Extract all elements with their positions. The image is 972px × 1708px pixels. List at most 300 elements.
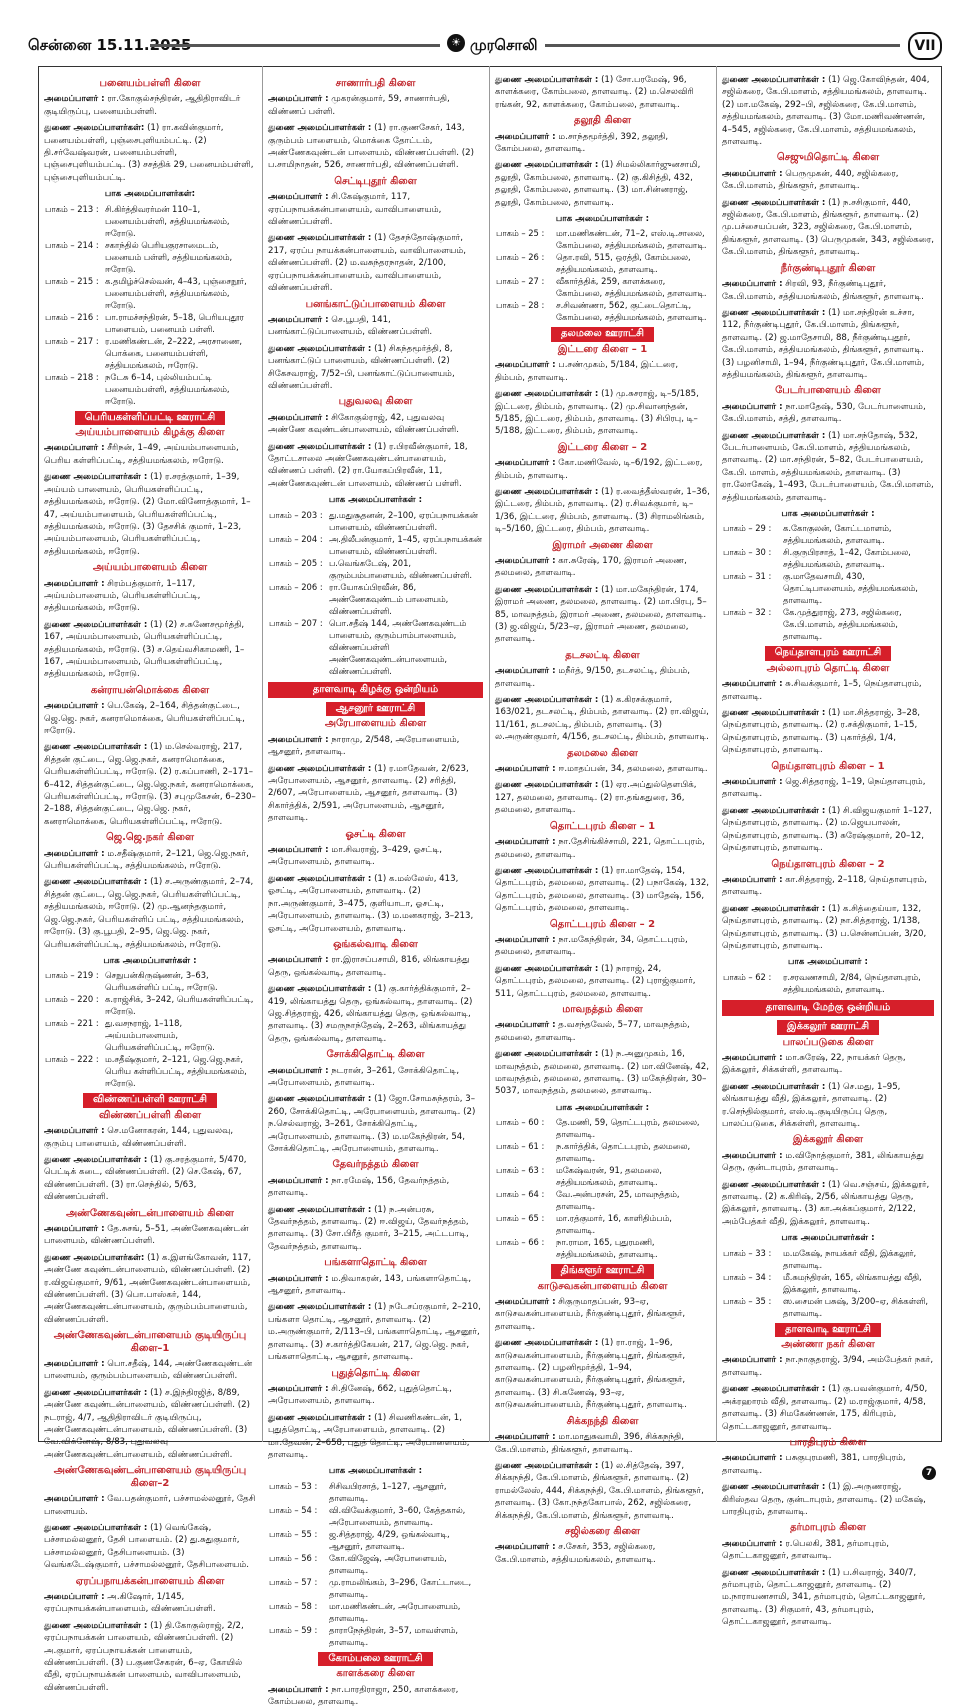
section-heading: சோக்கிதொட்டி கிளை xyxy=(326,1049,425,1061)
entry-text: தே.சுசங், 5–51, அண்ணேகவுண்டன் பாளையம், விண்ணப்பள்ளி. xyxy=(44,1223,249,1247)
entry-paragraph xyxy=(44,700,256,737)
entry-text: (1) மா.சந்தோஷ், 532, பேடர்பாளையம், கே.பி.மாளம், சத்தியமங்கலம், தாளவாடி. (2) மா.சந்திரன், 5–82, பேடர்பாளையம், கே.பி. மாளம், சத்தியமங்கலம், தாளவாடி. (3) ரா.லோகேஷ், 1–493, பேடர்பாளையம், கே.பி.மாளம், சத்தியமங்கலம், தாளவாடி. xyxy=(722,430,934,503)
section-heading: கன்ராயன்மொக்கை கிளை xyxy=(90,684,210,696)
entry-paragraph xyxy=(495,555,710,580)
union-banner: தாளவாடி மேற்கு ஒன்றியம் xyxy=(722,1000,934,1016)
booth-row xyxy=(268,617,483,677)
entry-role: அமைப்பாளர் : xyxy=(268,1175,329,1186)
entry-text: (1) ர.சரத்குமார், 1–39, அய்யம் பாளையம், பெரியகள்ளிப்பட்டி, சத்தியமங்கலம், ஈரோடு. (2) மோ.வினோத்குமார், 1–47, அய்யம்பாளையம், பெரியகள்ளிப்பட்டி, சத்தியமங்கலம், ஈரோடு. (3) தேசசிக் குமார், 1–23, அய்யம்பாளையம், பெரியகள்ளிப்பட்டி, சத்தியமங்கலம், ஈரோடு. xyxy=(44,472,251,557)
subsection-label: பாக அமைப்பாளர்கள் : xyxy=(328,495,423,506)
booth-row xyxy=(722,522,934,546)
entry-role: அமைப்பாளர் : xyxy=(44,1591,105,1602)
booth-row xyxy=(44,239,256,275)
entry-text: மா.சிவராஜ், 3–429, ஓசட்டி, அரேபாளையம், தாளவாடி. xyxy=(268,845,442,868)
section-heading: தேவர்நத்தம் கிளை xyxy=(332,1159,419,1171)
entry-text: மநீர்த், 9/150, தடசலட்டி, திம்பம், தாளவாடி. xyxy=(495,666,690,689)
entry-role: அமைப்பாளர் : xyxy=(722,401,783,412)
booth-number: பாகம் – 203 : xyxy=(269,509,323,520)
entry-text: ம.சாந்தமூர்த்தி, 392, தலூதி, கோம்பலை, தாளவாடி. xyxy=(495,131,669,155)
booth-agent: சகாந்தில் பெரியகுரசாமைடம், பனையம் பள்ளி, சத்தியமங்கலம், ஈரோடு. xyxy=(105,239,233,274)
entry-paragraph xyxy=(495,836,710,861)
entry-paragraph xyxy=(44,619,256,681)
booth-row xyxy=(268,1480,483,1504)
entry-role: அமைப்பாளர் : xyxy=(44,1494,105,1505)
booth-number: பாகம் – 32 : xyxy=(723,607,772,618)
entry-text: ப.சண்முகம், 5/184, இட்டரை, திம்பம், தாளவாடி. xyxy=(495,360,679,383)
booth-number: பாகம் – 33 : xyxy=(723,1247,772,1258)
entry-role: துணை அமைப்பாளர்கள் : xyxy=(268,1204,372,1215)
entry-role: துணை அமைப்பாளர்கள் : xyxy=(495,865,599,876)
booth-agent: அ.திலீபன்குமார், 1–45, ஏரப்பநாயக்கன் பாளையம், விண்ணப்பள்ளி. xyxy=(329,533,482,556)
booth-row xyxy=(268,557,483,581)
entry-text: கோ.மணிவேல், டி–6/192, இட்டரை, திம்பம், தாளவாடி. xyxy=(495,458,703,481)
entry-paragraph xyxy=(268,763,483,825)
entry-paragraph xyxy=(722,1052,934,1077)
entry-text: நா.ரமேஷ், 156, தேவர்நத்தம், தாளவாடி. xyxy=(268,1175,450,1199)
entry-role: அமைப்பாளர் : xyxy=(722,777,783,788)
entry-role: துணை அமைப்பாளர்கள் : xyxy=(44,1620,148,1631)
entry-role: துணை அமைப்பாளர்கள் : xyxy=(268,1412,372,1423)
subsection-label: பாக அமைப்பாளர்கள் : xyxy=(328,1466,423,1477)
entry-paragraph xyxy=(44,1125,256,1150)
entry-paragraph xyxy=(268,1175,483,1200)
masthead xyxy=(0,0,972,60)
entry-text: (1) (2) ச.சுணேசமூர்த்தி, 167, அய்யம்பாளையம், பெரியகள்ளிப்பட்டி, சத்தியமங்கலம், ஈரோடு. (3) ச.தெய்வசிகாமணி, 1–167, அய்யம்பாளையம், பெரியகள்ளிப்பட்டி, சத்தியமங்கலம், ஈரோடு. xyxy=(44,619,245,680)
entry-paragraph xyxy=(495,865,710,915)
entry-text: பொ.சதீஷ், 144, அண்ணேகவுண்டன் பாளையம், குரும்பம்பாளையம், விண்ணப்பள்ளி. xyxy=(44,1359,253,1382)
entry-role: அமைப்பாளர் : xyxy=(495,934,556,945)
booth-agent: ம.மகேஷ், நாயக்கர் வீதி, இக்கலூர், தாளவாடி. xyxy=(783,1247,917,1270)
panchayat-tag: விண்ணப்பள்ளி ஊராட்சி xyxy=(83,1093,217,1107)
entry-text: சு.சிவக்குமார், 1–5, நெய்தாளபுரம், தாளவாடி. xyxy=(722,679,922,702)
booth-agent: க.தமிழ்ச்செல்வன், 4–43, புஞ்சைநூர், பனையம்பள்ளி, சத்தியமங்கலம், ஈரோடு. xyxy=(105,275,247,310)
panchayat-tag: திங்களூர் ஊராட்சி xyxy=(551,1264,655,1278)
entry-paragraph xyxy=(722,168,934,193)
entry-role: துணை அமைப்பாளர்கள் : xyxy=(495,695,599,706)
entry-text: (1) சோ.பரமேஷ், 96, காளக்கரை, கோம்பலை, தாளவாடி. (2) ம.செலவிரி ரங்கன், 92, காளக்கரை, கோம்பலை, தாளவாடி. xyxy=(495,75,694,110)
entry-text: (1) நடேசப்ரகுமார், 2–210, பங்களா தொட்டி, ஆசனூர், தாளவாடி. (2) ம.அருண்குமார், 2/113–பி, பங்களாதொட்டி, ஆசனூர், தாளவாடி. (3) ச.கார்த்திகேயன், 217, ஜெ.ஜெ. நகர், பங்களாதொட்டி, ஆசனூர், தாளவாடி. xyxy=(268,1302,481,1363)
entry-paragraph xyxy=(44,1620,256,1694)
entry-paragraph xyxy=(722,776,934,801)
booth-agent: க.கோகுலன், கோட்டமாளம், சத்தியமங்கலம், தாளவாடி. xyxy=(783,523,892,546)
entry-paragraph xyxy=(268,232,483,294)
booth-row xyxy=(495,299,710,323)
entry-paragraph xyxy=(495,665,710,690)
entry-text: (1) ந.அன்பரசு, தேவர்நத்தம், தாளவாடி. (2) ஈ.விஜய், தேவர்நத்தம், தாளவாடி. (3) சோ.பிரீத் குமார், 3–215, அட்டபாடி, தேவர்நத்தம், தாளவாடி. xyxy=(268,1204,469,1252)
booth-number: பாகம் – 214 : xyxy=(45,239,99,250)
booth-row xyxy=(722,1271,934,1295)
entry-paragraph xyxy=(268,873,483,935)
entry-role: துணை அமைப்பாளர்கள் : xyxy=(722,708,826,719)
entry-paragraph xyxy=(722,1452,934,1477)
entry-text: ச.சேகர், 353, சஜில்கரை, கே.பி.மாளம், சத்தியமங்கலம், தாளவாடி. xyxy=(495,1542,656,1565)
booth-row xyxy=(722,570,934,606)
booth-row xyxy=(722,546,934,570)
section-heading: பாலப்படுகை கிளை xyxy=(782,1036,874,1048)
entry-paragraph xyxy=(44,1223,256,1248)
entry-text: செ.பூபதி, 141, பனங்காட்டுப்பாளையம், விண்ணப்பள்ளி. xyxy=(268,314,433,338)
entry-paragraph xyxy=(44,93,256,118)
entry-role: அமைப்பாளர் : xyxy=(268,1273,329,1284)
entry-role: அமைப்பாளர் : xyxy=(495,837,556,848)
entry-text: (1) சிமல்லிகார்ஜுனசாமி, தலூதி, கோம்பலை, தாளவாடி. (2) கு.கிசித்தி, 432, தலூதி, கோம்பலை, தாளவாடி. (3) மா.சின்னராஜ், தலூதி, கோம்பலை, தாளவாடி. xyxy=(495,160,701,208)
booth-number: பாகம் – 30 : xyxy=(723,547,772,558)
booth-row xyxy=(268,1600,483,1624)
section-heading: ஒங்கல்வாடி கிளை xyxy=(333,938,418,950)
entry-role: அமைப்பாளர் : xyxy=(44,94,105,105)
section-heading: சாணார்பதி கிளை xyxy=(335,78,416,89)
page-number-badge: VII xyxy=(908,32,942,60)
entry-paragraph xyxy=(495,388,710,438)
entry-role: அமைப்பாளர் : xyxy=(44,578,105,589)
booth-number: பாகம் – 31 : xyxy=(723,571,772,582)
booth-number: பாகம் – 62 : xyxy=(723,971,772,982)
booth-agent: ர.மணிகண்டன், 2–222, அரசாணை, பொக்கை, பனையம்பள்ளி, சத்தியமங்கலம், ஈரோடு. xyxy=(105,335,243,370)
entry-role: துணை அமைப்பாளர்கள் : xyxy=(268,873,372,884)
booth-list xyxy=(722,1247,934,1319)
entry-paragraph xyxy=(722,1081,934,1131)
subsection-label: பாக அமைப்பாளர் : xyxy=(788,957,868,968)
booth-agent: பா.ராமச்சந்திரன், 5–18, பெரியபுதூர பாளையம், பனையம் பள்ளி. xyxy=(105,311,244,334)
booth-number: பாகம் – 215 : xyxy=(45,275,99,286)
booth-row xyxy=(495,227,710,251)
entry-text: வே.பதன்குமார், பச்சாமல்லனூர், தேசி பாளையம். xyxy=(44,1494,256,1517)
booth-number: பாகம் – 61 : xyxy=(496,1141,545,1152)
entry-paragraph xyxy=(722,678,934,703)
entry-role: துணை அமைப்பாளர்கள் : xyxy=(44,877,148,888)
section-heading: காளக்கரை கிளை xyxy=(336,1668,415,1680)
booth-agent: து.மதுசூதனன், 2–100, ஏரப்பநாயக்கன் பாளையம், விண்ணப்பள்ளி. xyxy=(329,509,478,532)
booth-row xyxy=(722,971,934,995)
booth-row xyxy=(44,203,256,239)
entry-role: அமைப்பாளர் : xyxy=(495,1297,556,1308)
entry-role: அமைப்பாளர் : xyxy=(495,1432,556,1443)
entry-role: துணை அமைப்பாளர்கள் : xyxy=(44,742,148,753)
entry-paragraph xyxy=(44,578,256,615)
entry-paragraph xyxy=(268,844,483,869)
entry-paragraph xyxy=(268,983,483,1045)
entry-paragraph xyxy=(268,1093,483,1155)
booth-agent: மகேஷ்வரன், 91, தலமலை, சத்தியமங்கலம், தாளவாடி. xyxy=(556,1165,662,1188)
section-heading: தலூதி கிளை xyxy=(573,115,632,127)
booth-row xyxy=(495,1116,710,1140)
entry-role: அமைப்பாளர் : xyxy=(44,701,105,712)
entry-role: துணை அமைப்பாளர்கள் : xyxy=(722,1081,826,1092)
entry-text: ம.சதீஷ்குமார், 2–121, ஜெ.ஜெ.நகர், பெரியகள்ளிப்பட்டி, சத்தியமங்கலம், ஈரோடு. xyxy=(44,848,249,872)
entry-role: துணை அமைப்பாளர்கள் : xyxy=(722,197,826,208)
panchayat-tag: தாளவாடி ஊராட்சி xyxy=(775,1323,881,1337)
booth-number: பாகம் – 59 : xyxy=(269,1624,318,1635)
entry-role: துணை அமைப்பாளர்கள் : xyxy=(722,75,826,85)
entry-role: துணை அமைப்பாளர்கள் : xyxy=(268,123,372,134)
entry-text: (1) க.கிரசக்குமார், 163/021, தடசலட்டி, திம்பம், தாளவாடி. (2) ரா.விஜய், 11/161, தடசலட்டி, திம்பம், தாளவாடி. (3) ல.அருண்குமார், 4/156, தடசலட்டி, திம்பம், தாளவாடி. xyxy=(495,695,709,743)
section-heading: நெய்தாளபுரம் கிளை – 1 xyxy=(771,760,885,772)
booth-agent: வி.விவேக்குமார், 3–60, கேத்தகால், அரேபாளையம், தாளவாடி. xyxy=(329,1504,466,1527)
subsection-label: பாக அமைப்பாளர்கள் : xyxy=(555,1102,650,1113)
booth-row xyxy=(44,993,256,1017)
booth-number: பாகம் – 55 : xyxy=(269,1528,318,1539)
booth-row xyxy=(495,1164,710,1188)
entry-role: அமைப்பாளர் : xyxy=(268,192,329,203)
entry-text: (1) நாராஜ், 24, தொட்டபுரம், தலமலை, தாளவாடி. (2) புராஜ்குமார், 511, தொட்டபுரம், தலமலை, தாளவாடி. xyxy=(495,963,696,999)
entry-role: அமைப்பாளர் : xyxy=(722,279,783,290)
entry-paragraph xyxy=(495,457,710,482)
entry-text: (1) ம.செல்வராஜ், 217, சித்தன் குட்டை, ஜெ.ஜெ.நகர், கனராமொக்கை, பெரியகள்ளிப்பட்டி, ஈரோடு. (2) ர.கப்பாணி, 2–171–6–412, சித்தன்குட்டை, ஜெ.ஜெ.நகர், கனராமொக்கை, பெரியகள்ளிப்பட்டி, ஈரோடு. (3) சபுமுகேசன், 6–230–2–188, சித்தன்குட்டை, ஜெ.ஜெ. நகர், கனராமொக்கை, பெரியகள்ளிப்பட்டி, ஈரோடு. xyxy=(44,742,256,827)
booth-agent: சிசிவபிரசாத், 1–127, ஆசனூர், தாளவாடி. xyxy=(329,1480,447,1503)
entry-paragraph xyxy=(722,1179,934,1229)
entry-role: அமைப்பாளர் : xyxy=(722,874,783,885)
section-heading: புதுவலவு கிளை xyxy=(338,396,413,408)
booth-row xyxy=(44,311,256,335)
booth-agent: கு.மாதேவசாமி, 430, தொட்டிபாளையம், சத்தியமங்கலம், தாளவாடி. xyxy=(783,571,918,606)
entry-text: (1) ந.சசிகுமார், 440, சஜில்கரை, கே.பி.மாளம், திங்களூர், தாளவாடி. (2) மு.பச்சையப்பன், 323, சஜில்கரை, கே.பி.மாளம், திங்களூர், தாளவாடி. (3) பெருமுகன், 343, சஜில்கரை, கே.பி.மாளம், திங்களூர், தாளவாடி. xyxy=(722,197,935,258)
footer-page-number: 7 xyxy=(922,1466,936,1480)
booth-number: பாகம் – 58 : xyxy=(269,1600,318,1611)
booth-agent: சி.கிர்த்திவரர்மன் 110–1, பனையம்பள்ளி, சத்தியமங்கலம், ஈரோடு. xyxy=(105,203,230,238)
section-heading: அண்ணேகவுண்டன்பாளையம் குடியிருப்பு கிளை–1 xyxy=(53,1330,247,1354)
booth-list xyxy=(268,509,483,677)
entry-paragraph xyxy=(495,1337,710,1411)
booth-row xyxy=(44,335,256,371)
booth-number: பாகம் – 63 : xyxy=(496,1165,545,1176)
entry-role: துணை அமைப்பாளர்கள் : xyxy=(722,1179,826,1190)
entry-paragraph xyxy=(44,471,256,558)
booth-number: பாகம் – 53 : xyxy=(269,1480,318,1491)
entry-role: அமைப்பாளர் : xyxy=(722,1538,783,1549)
booth-number: பாகம் – 34 : xyxy=(723,1271,772,1282)
panchayat-tag: நெய்தாளபுரம் ஊராட்சி xyxy=(765,646,891,660)
news-column-2 xyxy=(268,74,483,1707)
section-heading: அண்ணா நகர் கிளை xyxy=(781,1339,875,1351)
section-heading: மாவநத்தம் கிளை xyxy=(562,1003,643,1015)
booth-agent: வீகார்த்திக், 259, காளக்கரை, கோம்பலை, சத்தியமங்கலம், தாளவாடி. xyxy=(556,276,707,299)
entry-paragraph xyxy=(268,734,483,759)
entry-role: அமைப்பாளர் : xyxy=(268,1684,329,1695)
entry-role: அமைப்பாளர் : xyxy=(495,458,556,469)
column-divider xyxy=(262,66,263,1442)
section-heading: இட்டரை கிளை – 2 xyxy=(557,441,648,453)
entry-paragraph xyxy=(268,954,483,979)
entry-role: அமைப்பாளர் : xyxy=(268,734,329,745)
entry-role: துணை அமைப்பாளர்கள்: xyxy=(44,123,145,134)
booth-agent: நா.ராமா, 165, புதுரமணி, சத்தியமங்கலம், தாளவாடி. xyxy=(556,1237,658,1260)
column-divider xyxy=(489,66,490,1442)
entry-role: அமைப்பாளர் : xyxy=(44,848,105,859)
booth-row xyxy=(495,275,710,299)
entry-paragraph xyxy=(495,74,710,111)
booth-number: பாகம் – 218 : xyxy=(45,371,99,382)
booth-agent: நடேசு 6–14, புல்லியம்பட்டி பனையம்பள்ளி, சத்தியமங்கலம், ஈரோடு. xyxy=(105,371,230,406)
entry-role: அமைப்பாளர் : xyxy=(722,1453,783,1464)
entry-text: (1) ரா.குணசேகர், 143, குரும்பம் பாளையம், மொக்கை தோட்டம், அண்ணேகவுண்டன் பாளையம், விண்ணப்பள்ளி. (2) ப.சாமிநாதன், 526, சாணார்பதி, விண்ணப்பள்ளி. xyxy=(268,123,474,171)
booth-number: பாகம் – 60 : xyxy=(496,1117,545,1128)
entry-text: நா.மகேந்திரன், 34, தொட்டபுரம், தலமலை, தாளவாடி. xyxy=(495,934,688,958)
entry-text: ரா.கோகுல்சந்திரன், ஆதிதிராவிடர் குடியிருப்பு, பனையம்பள்ளி. xyxy=(44,94,241,117)
entry-paragraph xyxy=(268,1412,483,1462)
masthead-rule-left xyxy=(150,44,440,47)
entry-paragraph xyxy=(268,1684,483,1708)
entry-paragraph xyxy=(495,159,710,209)
entry-text: (1) கு.கார்த்திக்குமார், 2–419, லிங்காயத்து தெரு, ஒங்கல்வாடி, தாளவாடி. (2) ஜெ.சித்தராஜ், 426, லிங்காயத்து தெரு, ஒங்கல்வாடி, தாளவாடி. (3) சமருநாந்தேஷ், 2–263, லிங்காயத்து தெரு, ஒங்கல்வாடி, தாளவாடி. xyxy=(268,984,473,1044)
entry-role: அமைப்பாளர் : xyxy=(44,1359,105,1370)
booth-agent: மீ.சுமந்திரன், 165, லிங்காயத்து வீதி, இக்கலூர், தாளவாடி. xyxy=(783,1271,922,1294)
entry-paragraph xyxy=(722,1567,934,1629)
section-heading: இட்டரை கிளை – 1 xyxy=(557,343,648,355)
section-heading: புதுத்தொட்டி கிளை xyxy=(331,1367,420,1379)
booth-list xyxy=(268,1480,483,1648)
entry-role: துணை அமைப்பாளர்கள் : xyxy=(495,1338,599,1349)
entry-text: கா.சித்தராஜ், 2–118, நெய்தாளபுரம், தாளவாடி. xyxy=(722,874,928,898)
entry-role: துணை அமைப்பாளர்கள் : xyxy=(495,389,599,400)
section-heading: நீர்குண்டிபுதூர் கிளை xyxy=(780,262,876,274)
booth-list xyxy=(44,969,256,1089)
entry-paragraph xyxy=(268,1301,483,1363)
entry-paragraph xyxy=(44,1252,256,1326)
booth-agent: ச.சிவண்ணா, 562, குட்டைதொட்டி, கோம்பலை, சத்தியமங்கலம், தாளவாடி. xyxy=(556,300,707,323)
booth-agent: ரா.யோகப்பிரவீன், 86, அண்ணேகவுண்டம் பாளையம், விண்ணப்பள்ளி. xyxy=(329,581,449,616)
entry-role: துணை அமைப்பாளர்கள் : xyxy=(44,1387,148,1398)
booth-number: பாகம் – 204 : xyxy=(269,533,323,544)
entry-text: (1) ரா.கவின்குமார், பனையம்பள்ளி, புஞ்சைபுளியம்பட்டி. (2) தி.சர்வேஷ்வரன், பனையம்பள்ளி, புஞ்சைபுளியம்பட்டி. (3) சசத்திக் 29, பனையம்பள்ளி, புஞ்சைபுளியம்பட்டி. xyxy=(44,123,254,183)
entry-role: துணை அமைப்பாளர்கள் : xyxy=(268,1094,372,1105)
booth-row xyxy=(495,1236,710,1260)
entry-text: (1) ச.அருண்குமார், 2–74, சித்தன் குட்டை, ஜெ.ஜெ.நகர், பெரியகள்ளிப்பட்டி, சத்தியமங்கலம், ஈரோடு. (2) மு.ஆனந்தகுமார், ஜெ.ஜெ.நகர், பெரியகள்ளிப் பட்டி, சத்தியமங்கலம், ஈரோடு. (3) கு.பூபதி, 2–95, ஜெ.ஜெ. நகர், பெரியகள்ளிப்பட்டி, சத்தியமங்கலம், ஈரோடு. xyxy=(44,877,254,950)
entry-text: நா.பாரதிராஜா, 250, காளக்கரை, கோம்பலை, தாளவாடி. xyxy=(268,1684,459,1707)
entry-text: சீரிநன், 1–49, அய்யம்பாளையம், பெரிய கள்ளிப்பட்டி, சத்தியமங்கலம், ஈரோடு. xyxy=(44,443,239,466)
entry-paragraph xyxy=(495,1431,710,1456)
booth-number: பாகம் – 66 : xyxy=(496,1237,545,1248)
paper-logo-icon: ☀ xyxy=(447,34,465,52)
entry-role: அமைப்பாளர் : xyxy=(44,443,105,454)
entry-text: சிரவி, 93, நீர்குண்டிபுதூர், கே.பி.மாளம், சத்தியமங்கலம், திங்களூர், தாளவாடி. xyxy=(722,279,924,302)
entry-role: அமைப்பாளர் : xyxy=(268,314,329,325)
entry-paragraph xyxy=(722,401,934,426)
entry-role: துணை அமைப்பாளர்கள் : xyxy=(495,75,599,85)
booth-agent: செநுபன்கிருஷ்ணன், 3–63, பெரியகள்ளிப் பட்டி, ஈரோடு. xyxy=(105,970,218,993)
entry-text: ஜெ.சித்தராஜ், 1–19, நெய்தாளபுரம், தாளவாடி. xyxy=(722,777,926,800)
entry-role: துணை அமைப்பாளர்கள் : xyxy=(495,584,599,595)
entry-text: (1) மா.சந்திரன் உச்சா, 112, நீர்குண்டிபுதூர், கே.பி.மாளம், திங்களூர், தாளவாடி. (2) ஜ.மாதேசாமி, 88, நீர்குண்டிபுதூர், கே.பி.மாளம், சத்தியமங்கலம், திங்களூர், தாளவாடி. (3) பழனிசாமி, 1–94, நீர்குண்டிபுதூர், கே.பி.மாளம், சத்தியமங்கலம், திங்களூர், தாளவாடி. xyxy=(722,307,925,380)
section-heading: நெய்தாளபுரம் கிளை – 2 xyxy=(771,858,885,870)
entry-text: (1) ர.பிரவீன்குமார், 18, தோட்டசாலை அண்ணேகவுண்டன்பாளையம், விண்ணப் பள்ளி. (2) ரா.யோகப்பிரவீன், 11, அண்ணேகவுண்டன் பாளையம், விண்ணப் பள்ளி. xyxy=(268,441,468,489)
booth-number: பாகம் – 54 : xyxy=(269,1504,318,1515)
booth-number: பாகம் – 64 : xyxy=(496,1189,545,1200)
entry-text: (1) ச.இந்திரஜித், 8/89, அண்ணே கவுண்டன்பாளையம், விண்ணப்பள்ளி. (2) நடராஜ், 4/7, ஆதிதிராவிடர் குடியிருப்பு, அண்ணேகவுண்டன்பாளையம், விண்ணப்பள்ளி. (3) வே.விக்னேஷ், 8/83, புதுவலவு அண்ணேகவுண்டன்பாளையம், விண்ணப்பள்ளி. xyxy=(44,1387,250,1460)
entry-text: (1) சிவணிகண்டன், 1, புதுத்தொட்டி, அரேபாளையம், தாளவாடி. (2) மா.தேவன், 2–658, புதுத் தொட்டி, அரேபாளையம், தாளவாடி. xyxy=(268,1412,470,1460)
entry-text: நா.தேசிங்கிச்சாமி, 221, தொட்டபுரம், தலமலை, தாளவாடி. xyxy=(495,837,705,860)
section-heading: அல்லாபுரம் தொட்டி கிளை xyxy=(766,662,890,674)
booth-agent: தாராநேந்திரன், 3–57, மாவள்ளம், தாளவாடி. xyxy=(329,1624,459,1647)
booth-row xyxy=(268,1576,483,1600)
entry-paragraph xyxy=(495,779,710,816)
entry-text: சிரம்பத்குமார், 1–117, அய்யம்பாளையம், பெரியகள்ளிப்பட்டி, சத்தியமங்கலம், ஈரோடு. xyxy=(44,578,201,614)
booth-list xyxy=(495,1116,710,1260)
entry-paragraph xyxy=(44,876,256,950)
entry-paragraph xyxy=(268,93,483,118)
entry-text: (1) வெ.சஞ்சய், இக்கலூர், தாளவாடி. (2) க.கிரிஷ், 2/56, லிங்காயத்து தெரு, இக்கலூர், தாளவாடி. (3) கா.அக்கப்குமார், 2/122, அம்பேத்கர் வீதி, இக்கலூர், தாளவாடி. xyxy=(722,1179,930,1227)
entry-paragraph xyxy=(722,903,934,953)
booth-agent: து.வசநராஜ், 1–118, அய்யம்பாளையம், பெரியகள்ளிப்பட்டி, ஈரோடு. xyxy=(105,1018,215,1053)
entry-role: அமைப்பாளர் : xyxy=(495,555,556,566)
entry-paragraph xyxy=(722,1354,934,1379)
entry-text: நாராமு, 2/548, அரேபாளையம், ஆசனூர், தாளவாடி. xyxy=(268,734,460,758)
entry-role: அமைப்பாளர் : xyxy=(268,94,329,105)
entry-text: செ.மனோகரன், 144, புதுவலவு, குரும்பு பாளையம், விண்ணப்பள்ளி. xyxy=(44,1126,234,1149)
entry-text: (1) ப.சிவராஜ், 340/7, தர்மாபுரம், தொட்டகாஜனூர், தாளவாடி. (2) ம.நாராயணசாமி, 341, தர்மாபுரம், தொட்டகாஜனூர், தாளவாடி. (3) சிகுமார், 43, தர்மாபுரம், தொட்டகாஜனூர், தாளவாடி. xyxy=(722,1567,926,1628)
panchayat-tag: இக்கலூர் ஊராட்சி xyxy=(777,1020,879,1034)
entry-paragraph xyxy=(44,442,256,467)
entry-paragraph xyxy=(44,741,256,828)
entry-paragraph xyxy=(495,131,710,156)
entry-paragraph xyxy=(722,307,934,381)
entry-text: (1) ரா.ராஜ், 1–96, காடுசவகன்பாளையம், நீர்குண்டிபுதூர், திங்களூர், தாளவாடி. (2) பழனிமூர்த்தி, 1–94, காடுசவகன்பாளையம், நீர்குண்டிபுதூர், திங்களூர், தாளவாடி. (3) சி.கணேஷ், 93–ஏ, காடுசவகன்பாளையம், நீர்குண்டிபுதூர், தாளவாடி. xyxy=(495,1338,687,1411)
union-banner: தாளவாடி கிழக்கு ஒன்றியம் xyxy=(268,682,483,698)
booth-agent: க.ராஜ்சிக், 3–242, பெரியகள்ளிப்பட்டி, ஈரோடு. xyxy=(105,994,254,1017)
entry-paragraph xyxy=(44,1493,256,1518)
section-heading: அண்ணேகவுண்டன்பாளையம் கிளை xyxy=(66,1207,234,1219)
booth-number: பாகம் – 220 : xyxy=(45,994,99,1005)
entry-role: துணை அமைப்பாளர்கள் : xyxy=(495,963,599,974)
entry-text: ம.விநோத்குமார், 381, லிங்காயத்து தெரு, குன்டாபுரம், தாளவாடி. xyxy=(722,1150,924,1174)
booth-row xyxy=(268,581,483,617)
section-heading: சஜில்கரை கிளை xyxy=(564,1525,641,1537)
entry-text: (1) க.மல்லேஸ், 413, ஓசட்டி, அரேபாளையம், தாளவாடி. (2) நா.அருண்குமார், 3–475, குளியாடா, ஓசட்டி, அரேபாளையம், தாளவாடி. (3) ம.மனகராஜ், 3–213, ஓசட்டி, அரேபாளையம், தாளவாடி. xyxy=(268,873,474,934)
booth-list xyxy=(722,971,934,995)
entry-paragraph xyxy=(722,74,934,148)
entry-text: சி.தினேஷ், 662, புதுத்தொட்டி, அரேபாளையம், தாளவாடி. xyxy=(268,1383,452,1407)
entry-text: (1) கு.பவன்குமார், 4/50, அக்ரஹாரம் வீதி, தாளவாடி. (2) ம.ராஜ்குமார், 4/58, தாளவாடி. (3) சிமகேண்ணன், 175, கிரிபுரம், தொட்டகாஜனூர், தாளவாடி. xyxy=(722,1384,928,1432)
entry-role: துணை அமைப்பாளர்கள் : xyxy=(722,1482,826,1493)
entry-role: துணை அமைப்பாளர்கள் : xyxy=(722,1384,826,1395)
booth-row xyxy=(495,1140,710,1164)
entry-text: மா.மாதுசுவாமி, 396, சிக்கநந்தி, கே.பி.மாளம், திங்களூர், தாளவாடி. xyxy=(495,1432,684,1455)
entry-role: துணை அமைப்பாளர்கள் : xyxy=(268,1302,372,1313)
entry-text: (1) கு.சரத்குமார், 5/470, பெட்டிக் கடை, விண்ணப்பள்ளி. (2) செ.கேஷ், 67, விண்ணப்பள்ளி. (3) ரா.செந்தில், 5/63, விண்ணப்பள்ளி. xyxy=(44,1154,247,1203)
news-column-3 xyxy=(495,74,710,1565)
entry-paragraph xyxy=(268,1383,483,1408)
entry-role: அமைப்பாளர் : xyxy=(44,1223,105,1234)
booth-agent: மு.ராமலிங்கம், 3–296, கோட்டாடை, தாளவாடி. xyxy=(329,1576,472,1599)
entry-role: துணை அமைப்பாளர்கள் : xyxy=(44,1522,148,1533)
entry-role: அமைப்பாளர் : xyxy=(495,1020,556,1031)
booth-agent: வே.அன்பரசன், 25, மாவநத்தம், தாளவாடி. xyxy=(556,1189,680,1212)
entry-text: (1) ர.மாதேவன், 2/623, அரேபாளையம், ஆசனூர், தாளவாடி. (2) சரித்தி, 2/607, அரேபாளையம், ஆசனூர், தாளவாடி. (3) சிகார்த்திக், 2/591, அரேபாளையம், ஆசனூர், தாளவாடி. xyxy=(268,763,469,824)
entry-text: (1) ர.வைத்தீஸ்வரன், 1–36, இட்டரை, திம்பம், தாளவாடி. (2) ர.சிவக்குமார், டி–1/36, இட்டரை, திம்பம், தாளவாடி. (3) சிராமலிங்கம், டி–5/160, இட்டரை, திம்பம், தாளவாடி. xyxy=(495,486,710,535)
entry-text: (1) வெங்கேஷ், பச்சாமல்லனூர், தேசி பாளையம். (2) து.சுதுகுமார், பச்சாமல்லனூர், தேசிபாளையம். (3) வெங்கடேஷ்குமார், பச்சாமல்லனூர், தேசிபாளையம். xyxy=(44,1522,250,1571)
entry-role: துணை அமைப்பாளர்கள் : xyxy=(268,343,372,354)
entry-text: (1) மு.சுசராஜ், டி–5/185, இட்டரை, திம்பம், தாளவாடி. (2) மு.சிவானந்தன், 5/185, இட்டரை, திம்பம், தாளவாடி. (3) சிபிரபு, டி–5/188, இட்டரை, திம்பம், தாளவாடி. xyxy=(495,389,699,437)
section-heading: இக்கலூர் கிளை xyxy=(792,1134,864,1146)
section-heading: ஏரப்பநாயக்கன்பாளையம் கிளை xyxy=(75,1575,225,1587)
entry-role: துணை அமைப்பாளர்கள் : xyxy=(722,307,826,318)
entry-paragraph xyxy=(268,441,483,491)
entry-paragraph xyxy=(495,359,710,384)
booth-number: பாகம் – 213 : xyxy=(45,203,99,214)
booth-row xyxy=(44,371,256,407)
entry-text: முகரன்குமார், 59, சாணார்பதி, விண்ணப் பள்ளி. xyxy=(268,94,450,117)
entry-paragraph xyxy=(722,430,934,504)
entry-text: நா.மாதேஷ், 530, பேடர்பாளையம், கே.பி.மாளம், சத்தி, தாளவாடி. xyxy=(722,401,926,425)
entry-text: பசுகுபுரமணி, 381, பாரதிபுரம், தாளவாடி. xyxy=(722,1453,906,1476)
entry-paragraph xyxy=(268,1204,483,1254)
entry-paragraph xyxy=(495,584,710,646)
panchayat-tag: கோம்பலை ஊராட்சி xyxy=(318,1652,432,1666)
booth-agent: கோ.விஜேஷ், அரேபாளையம், தாளவாடி. xyxy=(329,1552,447,1575)
entry-role: துணை அமைப்பாளர்கள் : xyxy=(495,486,599,497)
section-heading: தலமலை கிளை xyxy=(567,747,638,759)
booth-agent: ர.சரவணசாமி, 2/84, நெய்தாளபுரம், சத்தியமங்கலம், தாளவாடி. xyxy=(783,971,921,994)
entry-role: துணை அமைப்பாளர்கள்: xyxy=(44,1252,145,1263)
